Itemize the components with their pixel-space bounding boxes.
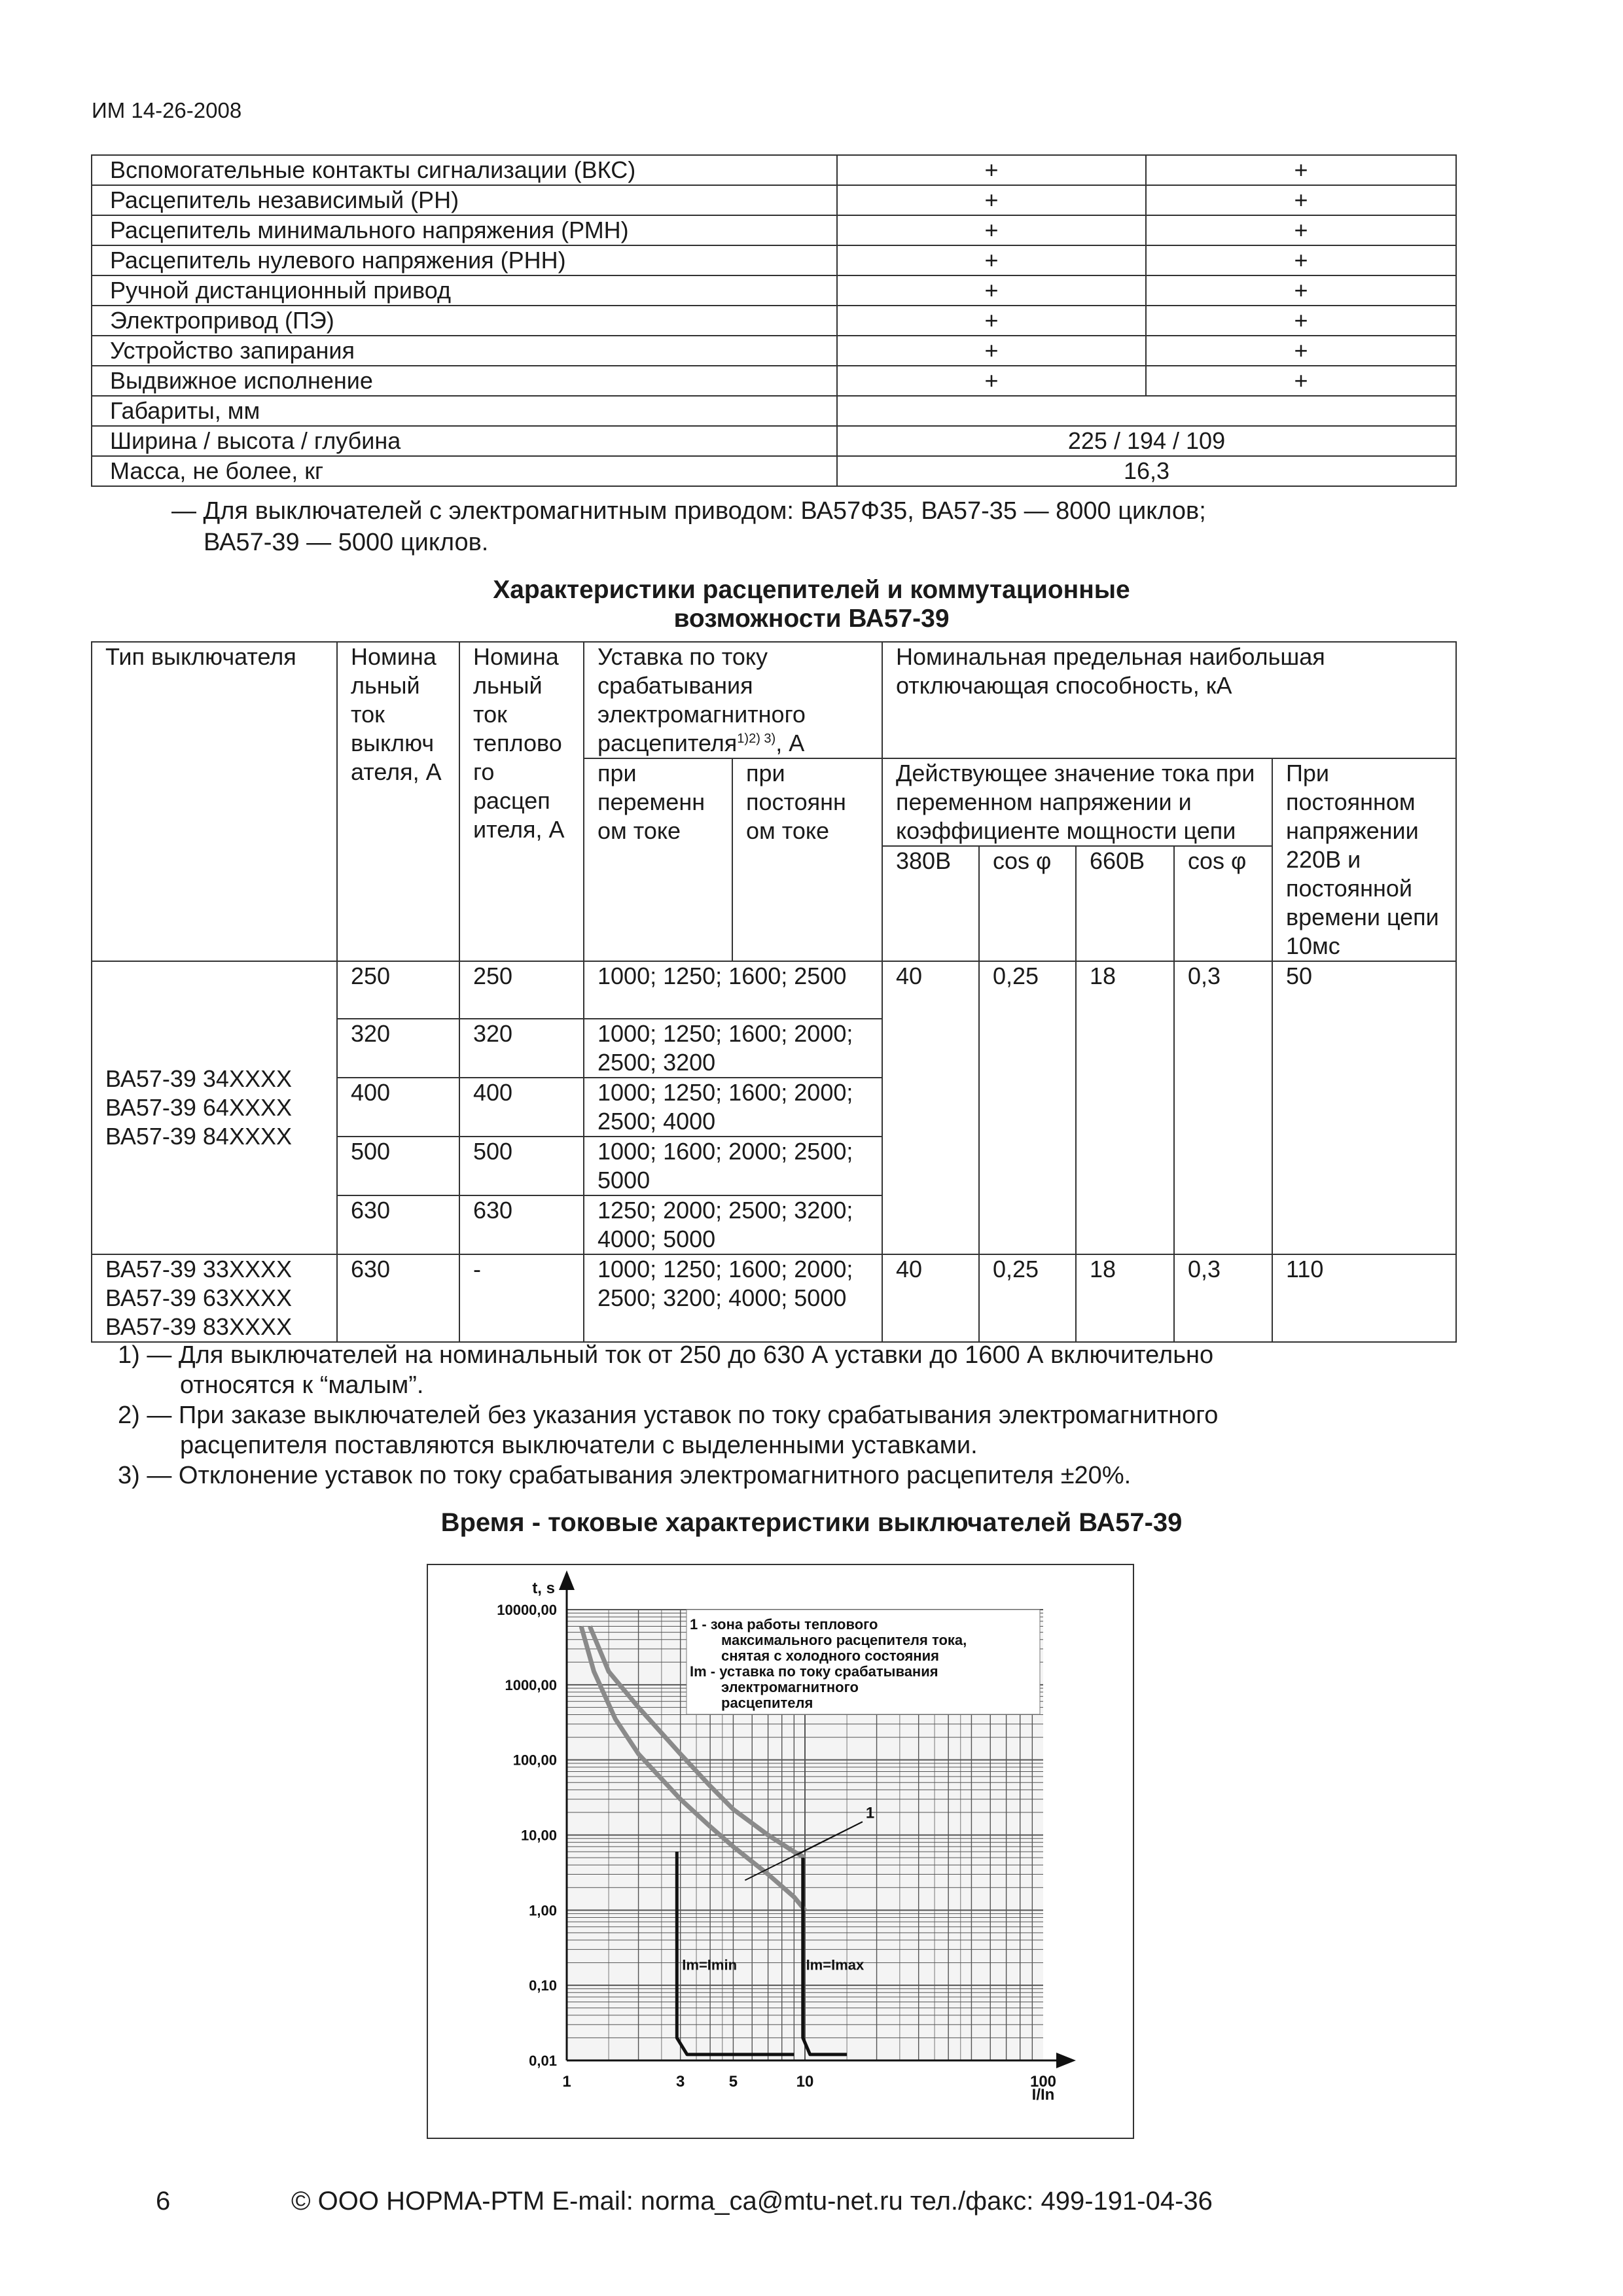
footnote-1: 1) — Для выключателей на номинальный ток от 250 до 630 А уставки до 1600 А включительно bbox=[118, 1341, 1214, 1369]
header-ac: при переменн ом токе bbox=[584, 758, 732, 961]
feature-name: Ручной дистанционный привод bbox=[92, 275, 837, 306]
feature-name: Расцепитель независимый (РН) bbox=[92, 185, 837, 215]
g1-thermal-current: 320 bbox=[459, 1019, 584, 1078]
feature-value-a: + bbox=[837, 306, 1146, 336]
feature-value-b: + bbox=[1146, 215, 1456, 245]
y-axis-arrow bbox=[559, 1570, 575, 1590]
g1-switch-current: 320 bbox=[337, 1019, 459, 1078]
g1-setting: 1000; 1250; 1600; 2500 bbox=[584, 961, 882, 1019]
legend-text: расцепителя bbox=[721, 1695, 813, 1711]
g1-setting: 1000; 1250; 1600; 2000; 2500; 4000 bbox=[584, 1078, 882, 1137]
chart-frame bbox=[427, 1564, 1134, 2139]
legend-text: максимального расцепителя тока, bbox=[721, 1632, 967, 1648]
note-line-1: — Для выключателей с электромагнитным приводом: ВА57Ф35, ВА57-35 — 8000 циклов; bbox=[171, 497, 1206, 525]
characteristics-table bbox=[91, 641, 1457, 1343]
x-axis-label: I/In bbox=[1031, 2086, 1055, 2104]
group2-types: ВА57-39 33ХХХХ ВА57-39 63ХХХХ ВА57-39 83ХХХХ bbox=[92, 1254, 337, 1342]
g1-380v: 40 bbox=[882, 961, 979, 1254]
note bbox=[171, 495, 1206, 558]
g2-cos-2: 0,3 bbox=[1174, 1254, 1272, 1342]
g2-380v: 40 bbox=[882, 1254, 979, 1342]
feature-value-b: + bbox=[1146, 245, 1456, 275]
feature-value-a: + bbox=[837, 155, 1146, 185]
chart-title: Время - токовые характеристики выключателей ВА57-39 bbox=[440, 1508, 1183, 1537]
g2-660v: 18 bbox=[1076, 1254, 1174, 1342]
size-value: 225 / 194 / 109 bbox=[837, 426, 1456, 456]
group1-types: ВА57-39 34ХХХХ ВА57-39 64ХХХХ ВА57-39 84ХХХХ bbox=[92, 961, 337, 1254]
legend-text: снятая с холодного состояния bbox=[721, 1648, 939, 1664]
header-setting: Уставка по току срабатывания электромагнитного расцепителя$^{1)2) 3)}$, А bbox=[584, 642, 882, 758]
g1-setting: 1250; 2000; 2500; 3200; 4000; 5000 bbox=[584, 1195, 882, 1254]
g1-switch-current: 400 bbox=[337, 1078, 459, 1137]
y-axis-label: t, s bbox=[532, 1580, 555, 1597]
x-tick-label: 5 bbox=[728, 2073, 738, 2091]
g1-switch-current: 500 bbox=[337, 1137, 459, 1195]
x-tick-label: 3 bbox=[675, 2073, 685, 2091]
feature-value-b: + bbox=[1146, 336, 1456, 366]
g1-switch-current: 250 bbox=[337, 961, 459, 1019]
g1-setting: 1000; 1600; 2000; 2500; 5000 bbox=[584, 1137, 882, 1195]
y-tick-label: 10000,00 bbox=[497, 1602, 557, 1618]
header-switch-type: Тип выключателя bbox=[92, 642, 337, 961]
feature-value-a: + bbox=[837, 245, 1146, 275]
legend-text: электромагнитного bbox=[721, 1679, 859, 1695]
feature-value-b: + bbox=[1146, 306, 1456, 336]
mass-label: Масса, не более, кг bbox=[92, 456, 837, 486]
feature-name: Расцепитель нулевого напряжения (РНН) bbox=[92, 245, 837, 275]
legend-text: Im - уставка по току срабатывания bbox=[690, 1663, 938, 1680]
g1-thermal-current: 250 bbox=[459, 961, 584, 1019]
feature-value-a: + bbox=[837, 336, 1146, 366]
g1-setting: 1000; 1250; 1600; 2000; 2500; 3200 bbox=[584, 1019, 882, 1078]
y-tick-label: 0,10 bbox=[529, 1977, 557, 1994]
annotation-imin: Im=Imin bbox=[682, 1956, 738, 1973]
feature-value-b: + bbox=[1146, 275, 1456, 306]
g1-660v: 18 bbox=[1076, 961, 1174, 1254]
feature-value-a: + bbox=[837, 275, 1146, 306]
legend-text: 1 - зона работы теплового bbox=[690, 1616, 878, 1633]
y-tick-label: 10,00 bbox=[520, 1827, 557, 1844]
feature-value-a: + bbox=[837, 366, 1146, 396]
feature-name: Электропривод (ПЭ) bbox=[92, 306, 837, 336]
g2-switch-current: 630 bbox=[337, 1254, 459, 1342]
feature-value-b: + bbox=[1146, 185, 1456, 215]
header-380v: 380В bbox=[882, 846, 979, 961]
x-tick-label: 1 bbox=[562, 2073, 571, 2091]
g1-thermal-current: 500 bbox=[459, 1137, 584, 1195]
dimensions-label: Габариты, мм bbox=[92, 396, 837, 426]
feature-name: Выдвижное исполнение bbox=[92, 366, 837, 396]
time-current-chart bbox=[428, 1565, 1133, 2138]
annotation-1: 1 bbox=[865, 1804, 875, 1822]
x-tick-label: 10 bbox=[796, 2073, 814, 2091]
header-dc-voltage: При постоянном напряжении 220В и постоянной времени цепи 10мс bbox=[1272, 758, 1456, 961]
header-rms-current: Действующее значение тока при переменном напряжении и коэффициенте мощности цепи bbox=[882, 758, 1272, 846]
feature-name: Расцепитель минимального напряжения (РМН) bbox=[92, 215, 837, 245]
y-tick-label: 1,00 bbox=[529, 1902, 557, 1919]
y-tick-label: 1000,00 bbox=[505, 1676, 557, 1693]
dimensions-empty bbox=[837, 396, 1456, 426]
features-table bbox=[91, 154, 1457, 487]
table2-title: Характеристики расцепителей и коммутационные возможности ВА57-39 bbox=[493, 576, 1130, 633]
g2-cos-1: 0,25 bbox=[979, 1254, 1076, 1342]
header-nominal-switch-current: Номина льный ток выключ ателя, А bbox=[337, 642, 459, 961]
footnote-3: 3) — Отклонение уставок по току срабатывания электромагнитного расцепителя ±20%. bbox=[118, 1462, 1132, 1489]
header-nominal-thermal-current: Номина льный ток теплово го расцеп ителя, А bbox=[459, 642, 584, 961]
feature-value-b: + bbox=[1146, 366, 1456, 396]
x-axis-arrow bbox=[1056, 2053, 1076, 2068]
g1-switch-current: 630 bbox=[337, 1195, 459, 1254]
header-cos-1: cos φ bbox=[979, 846, 1076, 961]
footnote-2-cont: расцепителя поставляются выключатели с выделенными уставками. bbox=[180, 1432, 978, 1459]
header-cos-2: cos φ bbox=[1174, 846, 1272, 961]
footnote-2: 2) — При заказе выключателей без указания уставок по току срабатывания электромагнитного bbox=[118, 1402, 1219, 1429]
feature-name: Вспомогательные контакты сигнализации (ВКС) bbox=[92, 155, 837, 185]
feature-value-a: + bbox=[837, 185, 1146, 215]
header-breaking-capacity: Номинальная предельная наибольшая отключающая способность, кА bbox=[882, 642, 1456, 758]
g1-dc: 50 bbox=[1272, 961, 1456, 1254]
footnotes bbox=[118, 1340, 1218, 1491]
g1-thermal-current: 400 bbox=[459, 1078, 584, 1137]
g2-thermal-current: - bbox=[459, 1254, 584, 1342]
size-label: Ширина / высота / глубина bbox=[92, 426, 837, 456]
g1-thermal-current: 630 bbox=[459, 1195, 584, 1254]
g1-cos-1: 0,25 bbox=[979, 961, 1076, 1254]
y-tick-label: 100,00 bbox=[512, 1752, 557, 1769]
mass-value: 16,3 bbox=[837, 456, 1456, 486]
header-660v: 660В bbox=[1076, 846, 1174, 961]
header-dc: при постоянн ом токе bbox=[732, 758, 882, 961]
footnote-1-cont: относятся к “малым”. bbox=[180, 1371, 424, 1399]
copyright-icon: © bbox=[291, 2187, 311, 2216]
g2-dc: 110 bbox=[1272, 1254, 1456, 1342]
document-code: ИМ 14-26-2008 bbox=[92, 98, 242, 122]
footer-contacts: © ООО НОРМА-РТМ E-mail: norma_ca@mtu-net.ru тел./факс: 499-191-04-36 bbox=[291, 2187, 1213, 2216]
annotation-imax: Im=Imax bbox=[806, 1956, 865, 1973]
note-line-2: ВА57-39 — 5000 циклов. bbox=[204, 529, 489, 556]
y-tick-label: 0,01 bbox=[529, 2053, 557, 2069]
x-tick-label: 100 bbox=[1029, 2073, 1057, 2091]
g1-cos-2: 0,3 bbox=[1174, 961, 1272, 1254]
feature-name: Устройство запирания bbox=[92, 336, 837, 366]
page-number: 6 bbox=[156, 2187, 171, 2216]
feature-value-b: + bbox=[1146, 155, 1456, 185]
g2-setting: 1000; 1250; 1600; 2000; 2500; 3200; 4000; 5000 bbox=[584, 1254, 882, 1342]
feature-value-a: + bbox=[837, 215, 1146, 245]
